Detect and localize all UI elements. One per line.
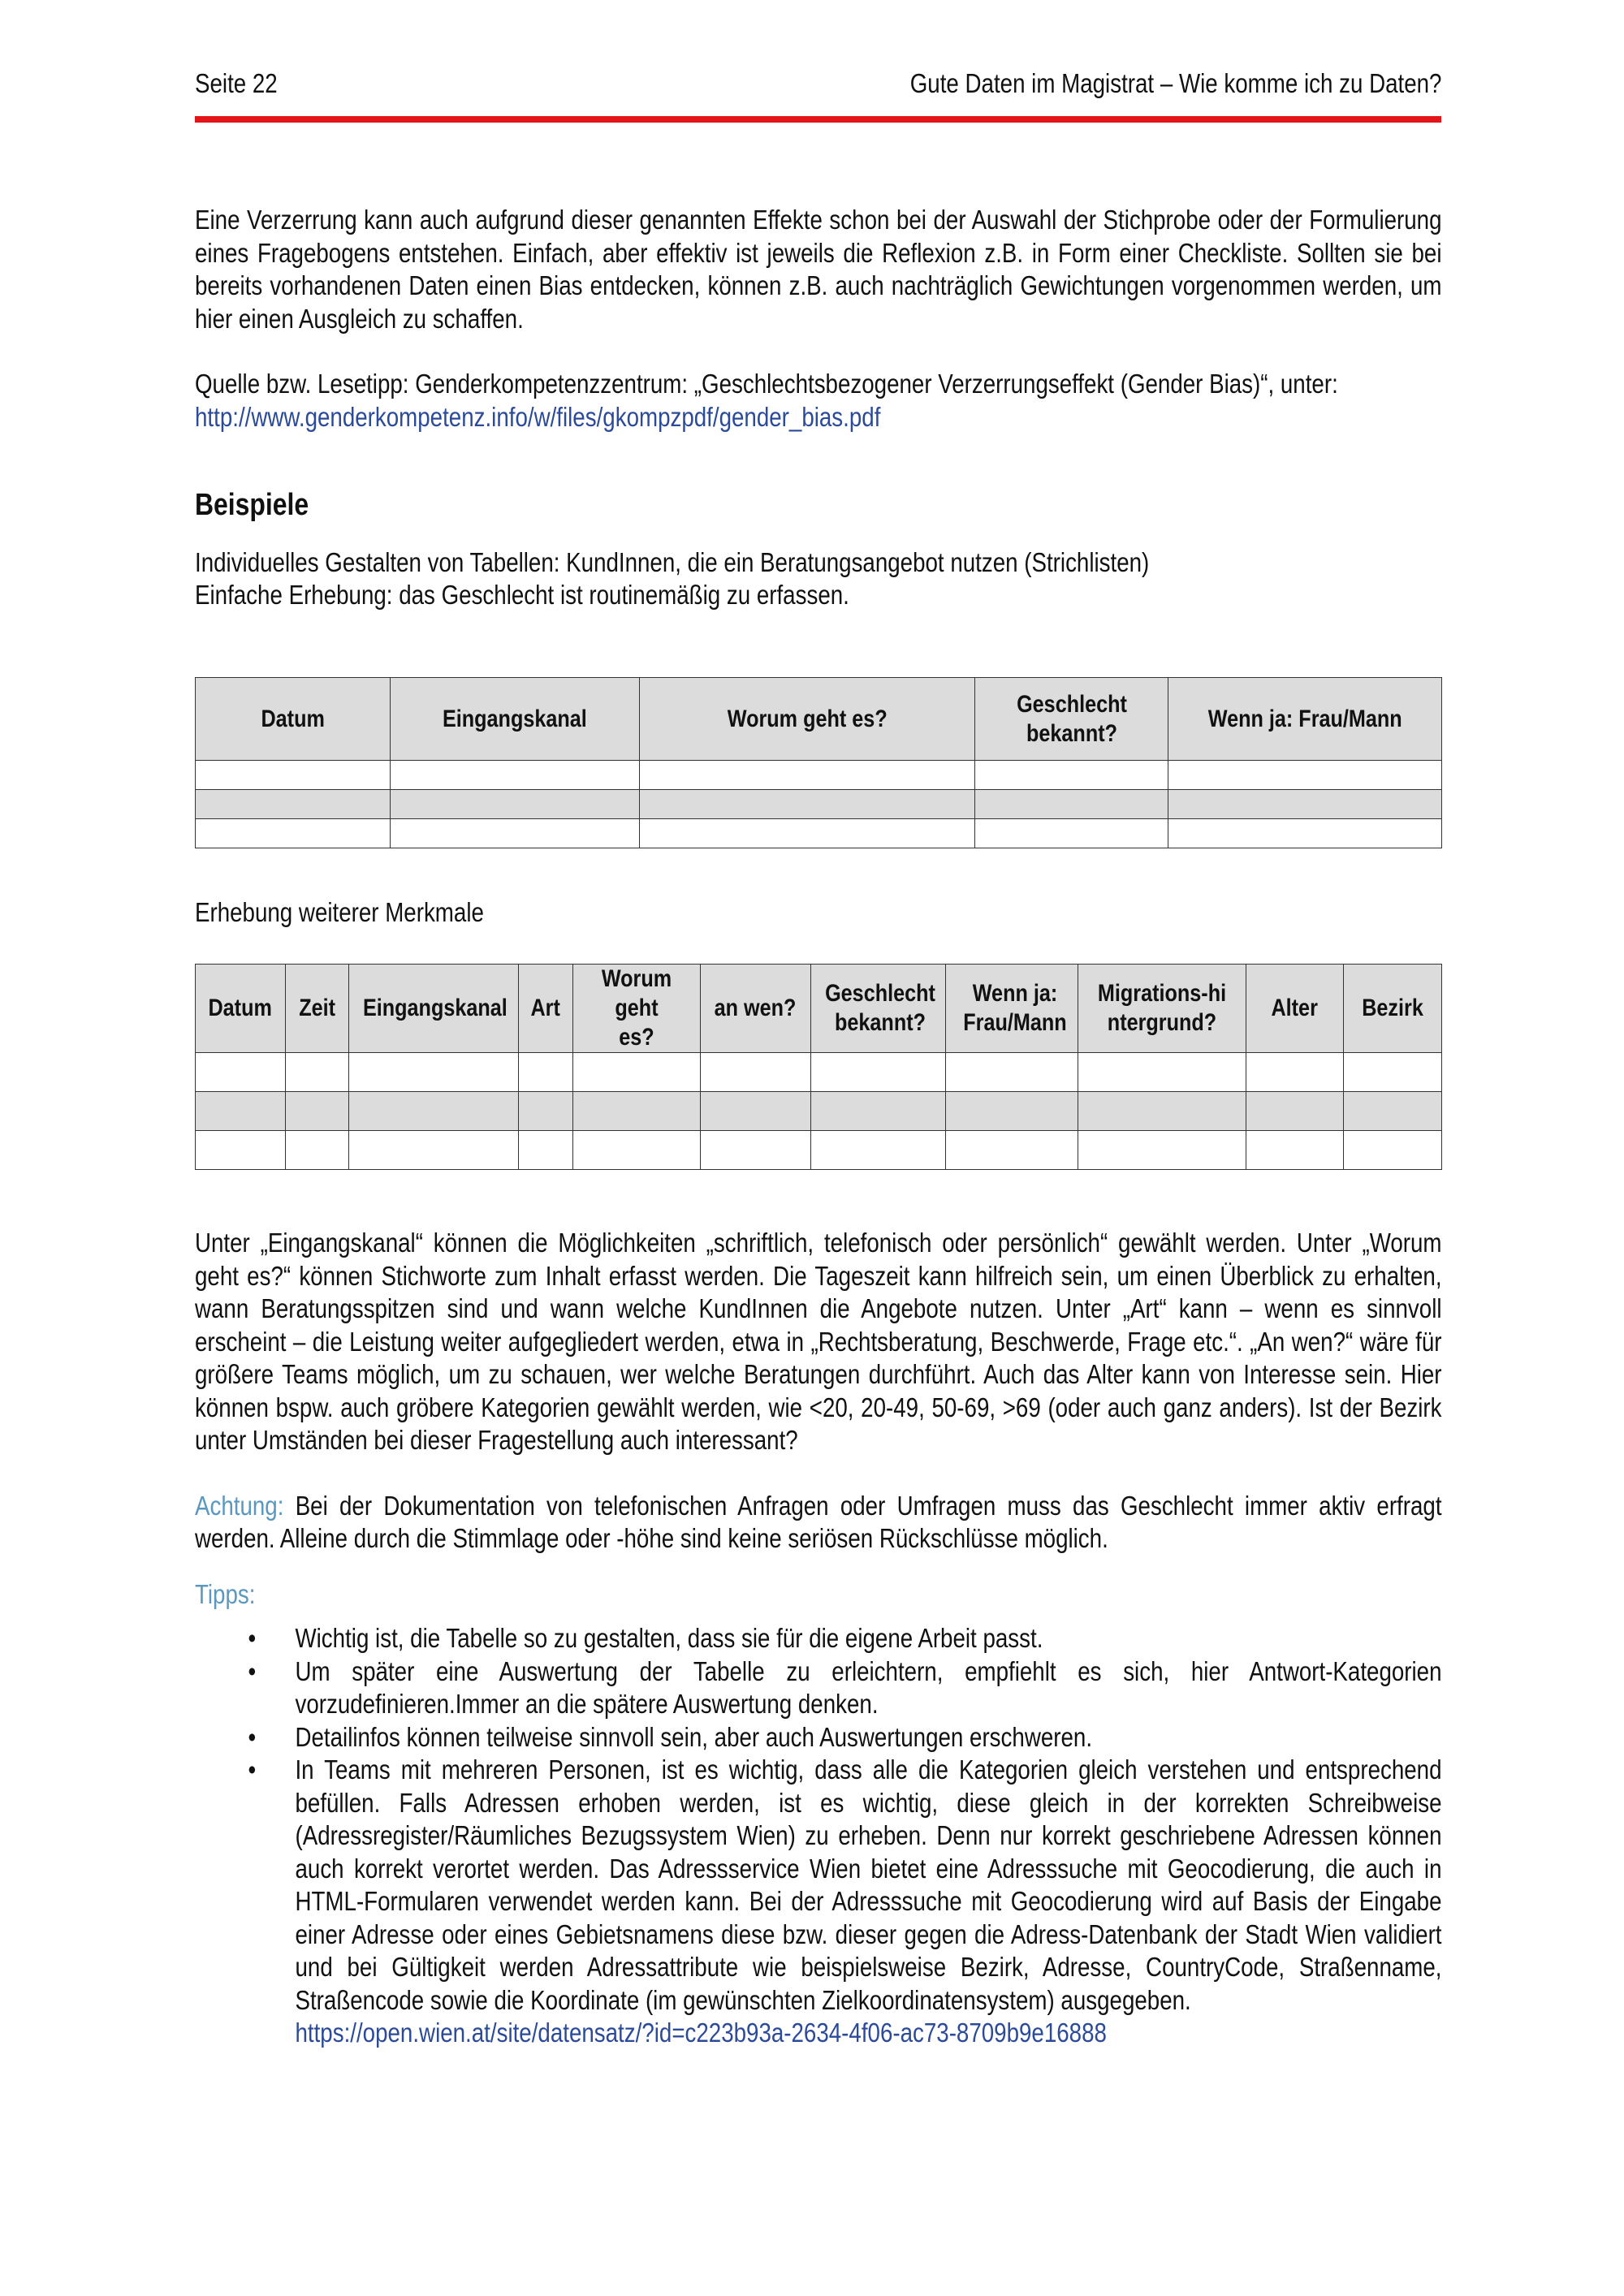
col-header: an wen? bbox=[701, 965, 811, 1053]
table-row bbox=[196, 761, 1442, 790]
source-link[interactable]: http://www.genderkompetenz.info/w/files/gkompzpdf/gender_bias.pdf bbox=[195, 401, 881, 432]
col-header: Datum bbox=[196, 965, 286, 1053]
page-number: Seite 22 bbox=[195, 68, 278, 98]
col-header: Wenn ja: Frau/Mann bbox=[1168, 678, 1442, 761]
tally-table-extended bbox=[195, 964, 1442, 1170]
col-header: Geschlecht bekannt? bbox=[811, 965, 946, 1053]
explanation-paragraph: Unter „Eingangskanal“ können die Möglichkeiten „schriftlich, telefonisch oder persönlich“ gewählt werden. Unter „Worum geht es?“ können Stichworte zum Inhalt erfasst werden. Die Tageszeit kann hilfreich sein, um einen Überblick zu erhalten, wann Beratungsspitzen sind und wann welche KundInnen die Angebote nutzen. Unter „Art“ kann – wenn es sinnvoll erscheint – die Leistung weiter aufgegliedert werden, etwa in „Rechtsberatung, Beschwerde, Frage etc.“. „An wen?“ wäre für größere Teams möglich, um zu schauen, wer welche Beratungen durchführt. Auch das Alter kann von Interesse sein. Hier können bspw. auch gröbere Kategorien gewählt werden, wie <20, 20-49, 50-69, >69 (oder auch ganz anders). Ist der Bezirk unter Umständen bei dieser Fragestellung auch interessant? bbox=[195, 1228, 1442, 1455]
bullet-icon: • bbox=[248, 1721, 257, 1752]
bullet-icon: • bbox=[248, 1754, 257, 1785]
body-section bbox=[195, 1227, 1442, 2050]
col-header: Art bbox=[519, 965, 573, 1053]
warning-text: Bei der Dokumentation von telefonischen Anfragen oder Umfragen muss das Geschlecht immer aktiv erfragt werden. Alleine durch die Stimmlage oder -höhe sind keine seriösen Rückschlüsse möglich. bbox=[195, 1490, 1442, 1553]
header-divider bbox=[195, 116, 1441, 123]
list-item: • Detailinfos können teilweise sinnvoll sein, aber auch Auswertungen erschweren. bbox=[195, 1721, 1442, 1754]
table-row bbox=[196, 790, 1442, 819]
col-header: Datum bbox=[196, 678, 391, 761]
warning-paragraph bbox=[195, 1490, 1442, 1556]
tips-list bbox=[195, 1622, 1442, 2050]
list-item: • In Teams mit mehreren Personen, ist es wichtig, dass alle die Kategorien gleich verstehen und entsprechend befüllen. Falls Adressen erhoben werden, ist es wichtig, diese gleich in der korrekten Schreibweise (Adressregister/Räumliches Bezugssystem Wien) zu erheben. Denn nur korrekt geschriebene Adressen können auch korrekt verortet werden. Das Adressservice Wien bietet eine Adresssuche mit Geocodierung, die auch in HTML-Formularen verwendet werden kann. Bei der Adresssuche mit Geocodierung wird auf Basis der Eingabe einer Adresse oder eines Gebietsnamens diese bzw. dieser gegen die Adress-Datenbank der Stadt Wien validiert und bei Gültigkeit werden Adressattribute wie beispielsweise Bezirk, Adresse, CountryCode, Straßenname, Straßencode sowie die Koordinate (im gewünschten Zielkoordinatensystem) ausgegeben. https://open.wien.at/site/datensatz/?id=c223b93a-2634-4f06-ac73-8709b9e16888 bbox=[248, 1754, 1442, 2048]
col-header: Geschlecht bekannt? bbox=[975, 678, 1168, 761]
document-title bbox=[809, 68, 1441, 99]
tips-label: Tipps: bbox=[195, 1578, 256, 1609]
col-header: Eingangskanal bbox=[391, 678, 640, 761]
col-header: Alter bbox=[1246, 965, 1344, 1053]
col-header: Migrations-hintergrund? bbox=[1078, 965, 1246, 1053]
list-item: • Um später eine Auswertung der Tabelle zu erleichtern, empfiehlt es sich, hier Antwort-Kategorien vorzudefinieren.Immer an die spätere Auswertung denken. bbox=[248, 1655, 1442, 1719]
examples-line-1: Individuelles Gestalten von Tabellen: KundInnen, die ein Beratungsangebot nutzen (Strichlisten) bbox=[195, 546, 1150, 577]
table-row bbox=[196, 819, 1442, 848]
warning-label: Achtung: bbox=[195, 1490, 284, 1521]
table-row bbox=[196, 1053, 1442, 1092]
source-text: Quelle bzw. Lesetipp: Genderkompetenzzentrum: „Geschlechtsbezogener Verzerrungseffekt (Gender Bias)“, unter: bbox=[195, 369, 1338, 399]
col-header: Worum geht es? bbox=[573, 965, 701, 1053]
col-header: Eingangskanal bbox=[349, 965, 519, 1053]
col-header: Bezirk bbox=[1344, 965, 1442, 1053]
intro-paragraph: Eine Verzerrung kann auch aufgrund dieser genannten Effekte schon bei der Auswahl der Stichprobe oder der Formulierung eines Fragebogens entstehen. Einfach, aber effektiv ist jeweils die Reflexion z.B. in Form einer Checkliste. Sollten sie bei bereits vorhandenen Daten einen Bias entdecken, können z.B. auch nachträglich Gewichtungen vorgenommen werden, um hier einen Ausgleich zu schaffen. bbox=[195, 205, 1442, 334]
examples-heading: Beispiele bbox=[195, 488, 309, 522]
document-title-text: Gute Daten im Magistrat – Wie komme ich zu Daten? bbox=[909, 68, 1441, 98]
table-row bbox=[196, 1131, 1442, 1170]
bullet-icon: • bbox=[248, 1655, 257, 1686]
bullet-icon: • bbox=[248, 1623, 257, 1653]
list-item: • Wichtig ist, die Tabelle so zu gestalten, dass sie für die eigene Arbeit passt. bbox=[195, 1622, 1442, 1655]
table-row bbox=[196, 1092, 1442, 1131]
col-header: Worum geht es? bbox=[640, 678, 975, 761]
tally-table-simple bbox=[195, 677, 1442, 848]
col-header: Zeit bbox=[286, 965, 349, 1053]
col-header: Wenn ja: Frau/Mann bbox=[946, 965, 1078, 1053]
more-heading: Erhebung weiterer Merkmale bbox=[195, 897, 484, 927]
geocoding-link[interactable]: https://open.wien.at/site/datensatz/?id=c223b93a-2634-4f06-ac73-8709b9e16888 bbox=[295, 2018, 1107, 2048]
examples-line-2: Einfache Erhebung: das Geschlecht ist routinemäßig zu erfassen. bbox=[195, 580, 849, 610]
intro-section bbox=[195, 204, 1442, 612]
